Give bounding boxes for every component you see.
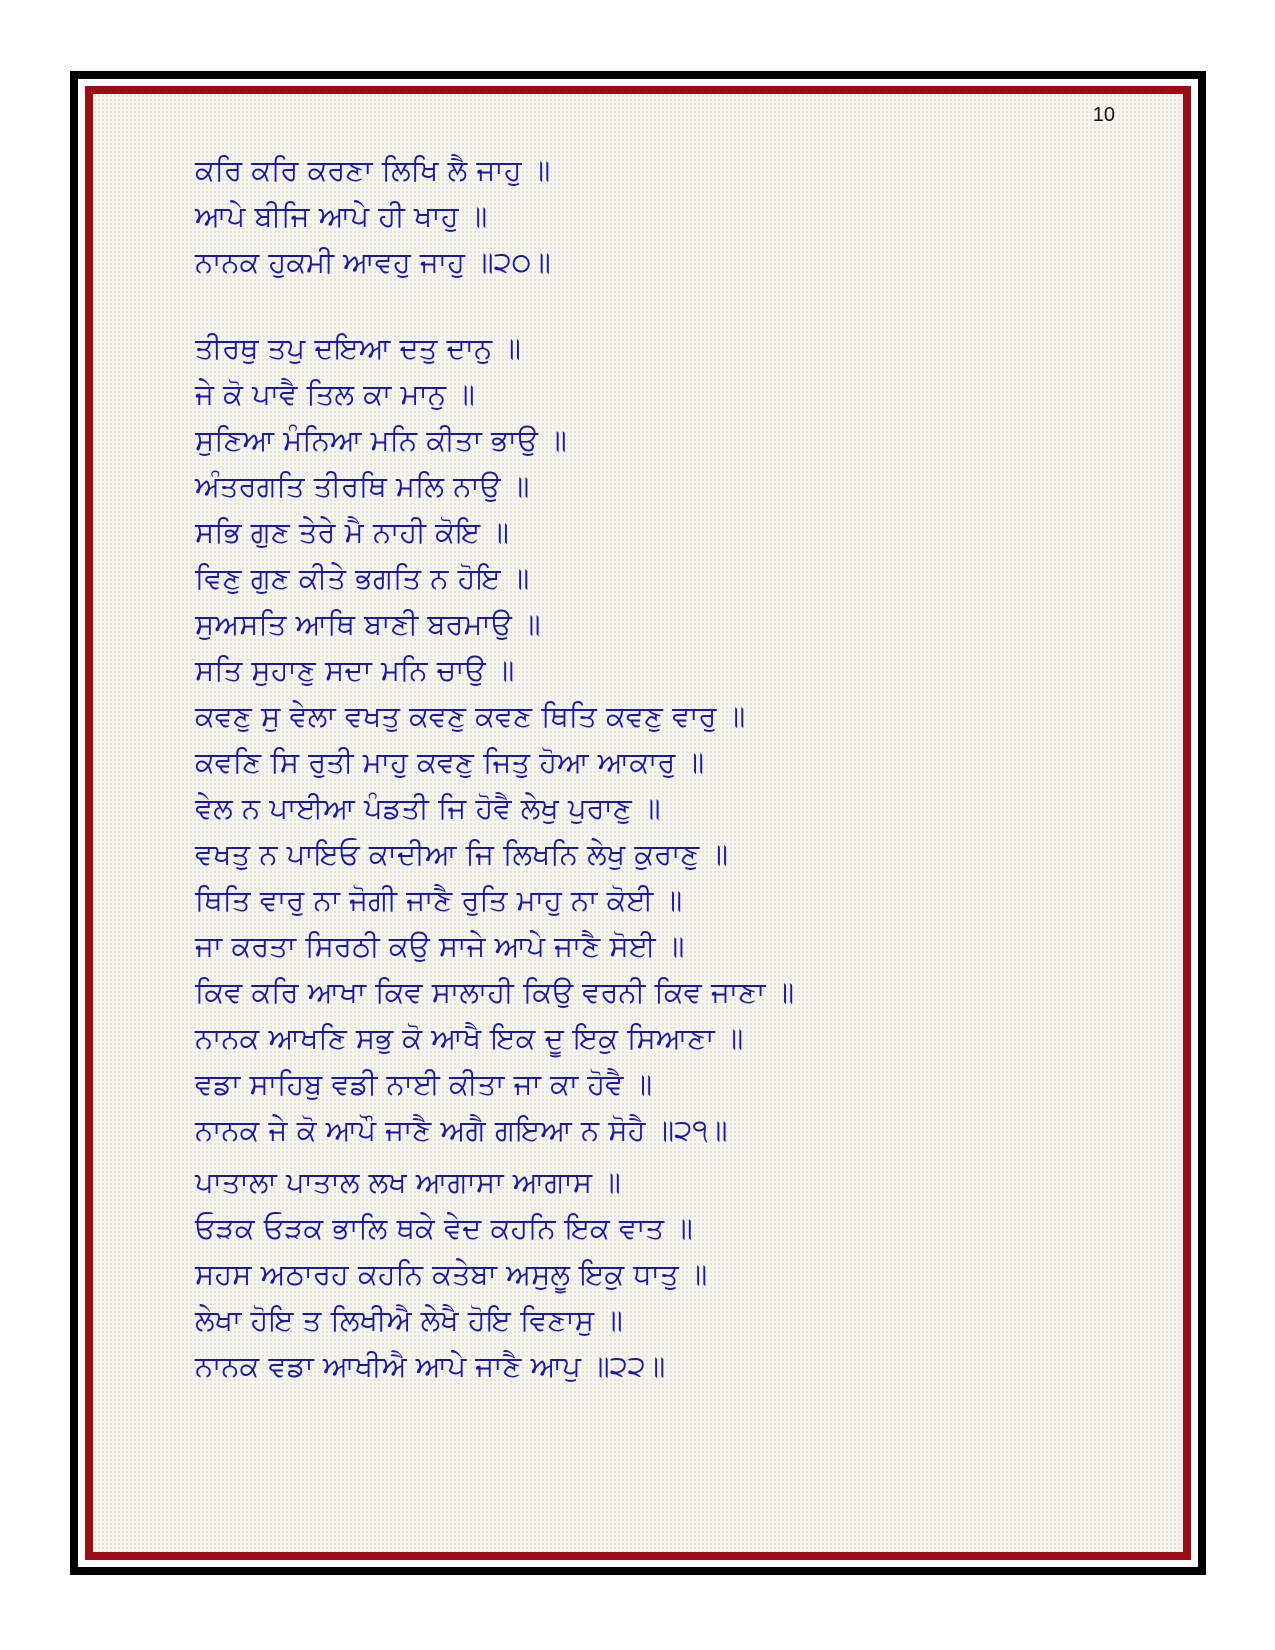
verse-line: ਕਵਣੁ ਸੁ ਵੇਲਾ ਵਖਤੁ ਕਵਣੁ ਕਵਣ ਥਿਤਿ ਕਵਣੁ ਵਾਰੁ ॥: [195, 699, 746, 733]
stanza-20: [195, 147, 551, 285]
verse-line: ਤੀਰਥੁ ਤਪੁ ਦਇਆ ਦਤੁ ਦਾਨੁ ॥: [195, 331, 521, 365]
verse-line: ਆਪੇ ਬੀਜਿ ਆਪੇ ਹੀ ਖਾਹੁ ॥: [195, 199, 488, 233]
verse-line: ਸਭਿ ਗੁਣ ਤੇਰੇ ਮੈ ਨਾਹੀ ਕੋਇ ॥: [195, 515, 509, 549]
verse-line: ਵਿਣੁ ਗੁਣ ਕੀਤੇ ਭਗਤਿ ਨ ਹੋਇ ॥: [195, 561, 530, 595]
verse-line: ਲੇਖਾ ਹੋਇ ਤ ਲਿਖੀਐ ਲੇਖੈ ਹੋਇ ਵਿਣਾਸੁ ॥: [195, 1303, 623, 1337]
page-number: 10: [1092, 104, 1115, 126]
verse-line: ਨਾਨਕ ਆਖਣਿ ਸਭੁ ਕੋ ਆਖੈ ਇਕ ਦੂ ਇਕੁ ਸਿਆਣਾ ॥: [195, 1021, 744, 1055]
verse-line: ਕਵਣਿ ਸਿ ਰੁਤੀ ਮਾਹੁ ਕਵਣੁ ਜਿਤੁ ਹੋਆ ਆਕਾਰੁ ॥: [195, 745, 705, 779]
verse-line: ਸੁਅਸਤਿ ਆਥਿ ਬਾਣੀ ਬਰਮਾਉ ॥: [195, 607, 541, 641]
verse-line: ਅੰਤਰਗਤਿ ਤੀਰਥਿ ਮਲਿ ਨਾਉ ॥: [195, 469, 530, 503]
stanza-22: [195, 1159, 707, 1389]
page-content: [93, 94, 1183, 1552]
verse-line: ਵਡਾ ਸਾਹਿਬੁ ਵਡੀ ਨਾਈ ਕੀਤਾ ਜਾ ਕਾ ਹੋਵੈ ॥: [195, 1067, 653, 1101]
verse-line: ਕਿਵ ਕਰਿ ਆਖਾ ਕਿਵ ਸਾਲਾਹੀ ਕਿਉ ਵਰਨੀ ਕਿਵ ਜਾਣਾ ॥: [195, 975, 795, 1009]
verse-line: ਸਤਿ ਸੁਹਾਣੁ ਸਦਾ ਮਨਿ ਚਾਉ ॥: [195, 653, 515, 687]
verse-line: ਓੜਕ ਓੜਕ ਭਾਲਿ ਥਕੇ ਵੇਦ ਕਹਨਿ ਇਕ ਵਾਤ ॥: [195, 1211, 693, 1245]
verse-line: ਨਾਨਕ ਜੇ ਕੋ ਆਪੌ ਜਾਣੈ ਅਗੈ ਗਇਆ ਨ ਸੋਹੈ ॥੨੧॥: [195, 1113, 728, 1147]
stanza-21: [195, 325, 794, 1153]
verse-line: ਨਾਨਕ ਵਡਾ ਆਖੀਐ ਆਪੇ ਜਾਣੈ ਆਪੁ ॥੨੨॥: [195, 1349, 666, 1383]
verse-line: ਵਖਤੁ ਨ ਪਾਇਓ ਕਾਦੀਆ ਜਿ ਲਿਖਨਿ ਲੇਖੁ ਕੁਰਾਣੁ ॥: [195, 837, 729, 871]
verse-line: ਨਾਨਕ ਹੁਕਮੀ ਆਵਹੁ ਜਾਹੁ ॥੨੦॥: [195, 245, 551, 279]
verse-line: ਕਰਿ ਕਰਿ ਕਰਣਾ ਲਿਖਿ ਲੈ ਜਾਹੁ ॥: [195, 153, 551, 187]
verse-line: ਪਾਤਾਲਾ ਪਾਤਾਲ ਲਖ ਆਗਾਸਾ ਆਗਾਸ ॥: [195, 1165, 621, 1199]
verse-line: ਜਾ ਕਰਤਾ ਸਿਰਠੀ ਕਉ ਸਾਜੇ ਆਪੇ ਜਾਣੈ ਸੋਈ ॥: [195, 929, 685, 963]
verse-line: ਥਿਤਿ ਵਾਰੁ ਨਾ ਜੋਗੀ ਜਾਣੈ ਰੁਤਿ ਮਾਹੁ ਨਾ ਕੋਈ ॥: [195, 883, 683, 917]
verse-line: ਵੇਲ ਨ ਪਾਈਆ ਪੰਡਤੀ ਜਿ ਹੋਵੈ ਲੇਖੁ ਪੁਰਾਣੁ ॥: [195, 791, 661, 825]
verse-line: ਸੁਣਿਆ ਮੰਨਿਆ ਮਨਿ ਕੀਤਾ ਭਾਉ ॥: [195, 423, 567, 457]
verse-line: ਸਹਸ ਅਠਾਰਹ ਕਹਨਿ ਕਤੇਬਾ ਅਸੁਲੂ ਇਕੁ ਧਾਤੁ ॥: [195, 1257, 708, 1291]
verse-line: ਜੇ ਕੋ ਪਾਵੈ ਤਿਲ ਕਾ ਮਾਨੁ ॥: [195, 377, 475, 411]
